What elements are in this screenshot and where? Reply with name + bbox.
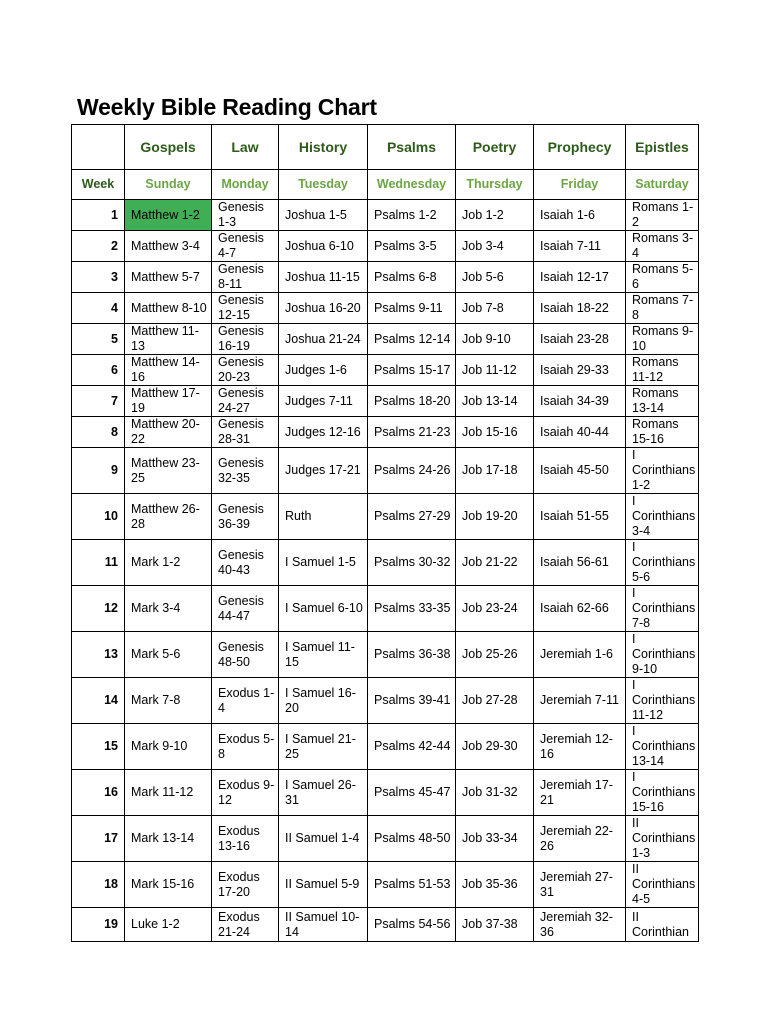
- reading-cell: Psalms 9-11: [368, 293, 456, 324]
- reading-cell: Jeremiah 22-26: [534, 816, 626, 862]
- reading-cell: Genesis 32-35: [212, 448, 279, 494]
- reading-cell: Psalms 45-47: [368, 770, 456, 816]
- week-number-cell: 17: [72, 816, 125, 862]
- reading-cell: I Samuel 11-15: [279, 632, 368, 678]
- reading-cell: Isaiah 18-22: [534, 293, 626, 324]
- reading-cell: Genesis 8-11: [212, 262, 279, 293]
- reading-cell: Matthew 14-16: [125, 355, 212, 386]
- category-header-cell: Law: [212, 125, 279, 170]
- reading-cell: Psalms 27-29: [368, 494, 456, 540]
- day-header-cell: Saturday: [626, 170, 699, 200]
- reading-cell: Romans 5-6: [626, 262, 699, 293]
- week-number-cell: 16: [72, 770, 125, 816]
- table-row: [72, 494, 699, 540]
- reading-cell: I Samuel 26-31: [279, 770, 368, 816]
- reading-cell: Matthew 11-13: [125, 324, 212, 355]
- reading-cell: Job 25-26: [456, 632, 534, 678]
- week-number-cell: 15: [72, 724, 125, 770]
- reading-cell: Genesis 44-47: [212, 586, 279, 632]
- week-number-cell: 18: [72, 862, 125, 908]
- reading-cell: Jeremiah 17-21: [534, 770, 626, 816]
- reading-cell: Mark 9-10: [125, 724, 212, 770]
- table-row: [72, 724, 699, 770]
- reading-cell: Joshua 11-15: [279, 262, 368, 293]
- reading-cell: Romans 7-8: [626, 293, 699, 324]
- reading-cell: Jeremiah 7-11: [534, 678, 626, 724]
- reading-cell: Judges 17-21: [279, 448, 368, 494]
- page-title: Weekly Bible Reading Chart: [77, 94, 377, 120]
- reading-cell: Isaiah 12-17: [534, 262, 626, 293]
- week-number-cell: 14: [72, 678, 125, 724]
- reading-cell: Psalms 6-8: [368, 262, 456, 293]
- week-column-header: Week: [72, 170, 125, 200]
- day-header-cell: Tuesday: [279, 170, 368, 200]
- category-header-cell: Psalms: [368, 125, 456, 170]
- category-header-cell: Prophecy: [534, 125, 626, 170]
- reading-cell: Mark 1-2: [125, 540, 212, 586]
- reading-cell: Psalms 3-5: [368, 231, 456, 262]
- week-number-cell: 9: [72, 448, 125, 494]
- reading-cell: Psalms 30-32: [368, 540, 456, 586]
- week-number-cell: 12: [72, 586, 125, 632]
- reading-cell: Mark 3-4: [125, 586, 212, 632]
- reading-cell: Mark 7-8: [125, 678, 212, 724]
- reading-cell: Isaiah 45-50: [534, 448, 626, 494]
- reading-cell: Mark 15-16: [125, 862, 212, 908]
- reading-chart-table: [71, 124, 699, 942]
- reading-cell: Job 33-34: [456, 816, 534, 862]
- reading-cell: Romans 9-10: [626, 324, 699, 355]
- reading-cell: Isaiah 51-55: [534, 494, 626, 540]
- reading-cell: Job 23-24: [456, 586, 534, 632]
- week-number-cell: 5: [72, 324, 125, 355]
- reading-cell: Romans 1-2: [626, 200, 699, 231]
- week-number-cell: 2: [72, 231, 125, 262]
- reading-cell: Luke 1-2: [125, 908, 212, 942]
- reading-cell: Matthew 1-2: [125, 200, 212, 231]
- reading-cell: Job 13-14: [456, 386, 534, 417]
- reading-cell: Romans 13-14: [626, 386, 699, 417]
- reading-cell: Genesis 16-19: [212, 324, 279, 355]
- reading-cell: Matthew 17-19: [125, 386, 212, 417]
- reading-cell: Psalms 42-44: [368, 724, 456, 770]
- week-number-cell: 11: [72, 540, 125, 586]
- reading-cell: Job 31-32: [456, 770, 534, 816]
- reading-cell: Job 27-28: [456, 678, 534, 724]
- table-row: [72, 417, 699, 448]
- reading-cell: Genesis 36-39: [212, 494, 279, 540]
- reading-cell: Job 5-6: [456, 262, 534, 293]
- reading-cell: Psalms 24-26: [368, 448, 456, 494]
- reading-cell: Psalms 36-38: [368, 632, 456, 678]
- reading-cell: I Corinthians 11-12: [626, 678, 699, 724]
- week-number-cell: 6: [72, 355, 125, 386]
- reading-cell: Matthew 20-22: [125, 417, 212, 448]
- reading-cell: II Corinthians 1-3: [626, 816, 699, 862]
- reading-cell: Psalms 48-50: [368, 816, 456, 862]
- reading-cell: Job 11-12: [456, 355, 534, 386]
- reading-cell: Job 19-20: [456, 494, 534, 540]
- reading-cell: Matthew 26-28: [125, 494, 212, 540]
- reading-cell: Exodus 5-8: [212, 724, 279, 770]
- reading-cell: I Corinthians 13-14: [626, 724, 699, 770]
- table-row: [72, 678, 699, 724]
- reading-cell: Exodus 17-20: [212, 862, 279, 908]
- table-row: [72, 293, 699, 324]
- category-header-cell: Poetry: [456, 125, 534, 170]
- reading-cell: Jeremiah 1-6: [534, 632, 626, 678]
- reading-cell: Job 35-36: [456, 862, 534, 908]
- reading-cell: Job 1-2: [456, 200, 534, 231]
- reading-cell: Genesis 40-43: [212, 540, 279, 586]
- reading-cell: I Corinthians 9-10: [626, 632, 699, 678]
- day-header-cell: Friday: [534, 170, 626, 200]
- reading-cell: Exodus 1-4: [212, 678, 279, 724]
- table-row: [72, 862, 699, 908]
- reading-cell: Psalms 12-14: [368, 324, 456, 355]
- reading-cell: Job 9-10: [456, 324, 534, 355]
- reading-cell: Psalms 21-23: [368, 417, 456, 448]
- reading-cell: Psalms 1-2: [368, 200, 456, 231]
- reading-cell: Genesis 20-23: [212, 355, 279, 386]
- reading-cell: Isaiah 40-44: [534, 417, 626, 448]
- reading-cell: II Samuel 5-9: [279, 862, 368, 908]
- reading-cell: Romans 3-4: [626, 231, 699, 262]
- reading-cell: Genesis 48-50: [212, 632, 279, 678]
- reading-cell: I Samuel 1-5: [279, 540, 368, 586]
- reading-cell: Jeremiah 12-16: [534, 724, 626, 770]
- reading-cell: Isaiah 1-6: [534, 200, 626, 231]
- table-row: [72, 586, 699, 632]
- reading-cell: Isaiah 56-61: [534, 540, 626, 586]
- reading-cell: Psalms 54-56: [368, 908, 456, 942]
- category-header-cell: History: [279, 125, 368, 170]
- day-header-cell: Monday: [212, 170, 279, 200]
- reading-cell: Job 7-8: [456, 293, 534, 324]
- reading-cell: I Corinthians 1-2: [626, 448, 699, 494]
- reading-cell: Genesis 28-31: [212, 417, 279, 448]
- reading-cell: II Samuel 10-14: [279, 908, 368, 942]
- reading-cell: Judges 1-6: [279, 355, 368, 386]
- category-header-cell: Gospels: [125, 125, 212, 170]
- reading-cell: Job 29-30: [456, 724, 534, 770]
- reading-cell: Mark 11-12: [125, 770, 212, 816]
- reading-cell: Judges 12-16: [279, 417, 368, 448]
- table-row: [72, 448, 699, 494]
- table-row: [72, 355, 699, 386]
- week-number-cell: 4: [72, 293, 125, 324]
- reading-cell: Joshua 1-5: [279, 200, 368, 231]
- reading-cell: I Corinthians 3-4: [626, 494, 699, 540]
- week-number-cell: 3: [72, 262, 125, 293]
- reading-cell: Isaiah 29-33: [534, 355, 626, 386]
- reading-cell: Jeremiah 32-36: [534, 908, 626, 942]
- reading-cell: Jeremiah 27-31: [534, 862, 626, 908]
- reading-cell: Psalms 15-17: [368, 355, 456, 386]
- table-row: [72, 200, 699, 231]
- reading-cell: Mark 13-14: [125, 816, 212, 862]
- reading-cell: Matthew 5-7: [125, 262, 212, 293]
- reading-cell: Matthew 23-25: [125, 448, 212, 494]
- category-header-row: [72, 125, 699, 170]
- table-row: [72, 231, 699, 262]
- table-row: [72, 262, 699, 293]
- reading-cell: I Corinthians 7-8: [626, 586, 699, 632]
- reading-cell: Joshua 6-10: [279, 231, 368, 262]
- table-row: [72, 770, 699, 816]
- reading-cell: Job 21-22: [456, 540, 534, 586]
- reading-cell: Psalms 39-41: [368, 678, 456, 724]
- week-number-cell: 10: [72, 494, 125, 540]
- reading-cell: I Samuel 16-20: [279, 678, 368, 724]
- reading-cell: Exodus 13-16: [212, 816, 279, 862]
- table-row: [72, 540, 699, 586]
- reading-cell: Psalms 51-53: [368, 862, 456, 908]
- reading-cell: Isaiah 23-28: [534, 324, 626, 355]
- reading-cell: I Corinthians 15-16: [626, 770, 699, 816]
- reading-cell: Genesis 1-3: [212, 200, 279, 231]
- category-header-cell: Epistles: [626, 125, 699, 170]
- table-row: [72, 324, 699, 355]
- reading-cell: Job 15-16: [456, 417, 534, 448]
- reading-cell: Ruth: [279, 494, 368, 540]
- week-number-cell: 7: [72, 386, 125, 417]
- reading-cell: Job 17-18: [456, 448, 534, 494]
- reading-cell: Job 37-38: [456, 908, 534, 942]
- reading-cell: Joshua 21-24: [279, 324, 368, 355]
- reading-cell: Joshua 16-20: [279, 293, 368, 324]
- reading-cell: II Corinthians 4-5: [626, 862, 699, 908]
- reading-cell: II Corinthian: [626, 908, 699, 942]
- reading-cell: Psalms 18-20: [368, 386, 456, 417]
- day-header-cell: Thursday: [456, 170, 534, 200]
- reading-cell: Isaiah 34-39: [534, 386, 626, 417]
- day-header-cell: Sunday: [125, 170, 212, 200]
- week-number-cell: 1: [72, 200, 125, 231]
- day-header-cell: Wednesday: [368, 170, 456, 200]
- reading-cell: Romans 15-16: [626, 417, 699, 448]
- reading-cell: Isaiah 62-66: [534, 586, 626, 632]
- reading-cell: Psalms 33-35: [368, 586, 456, 632]
- day-header-row: [72, 170, 699, 200]
- reading-cell: I Samuel 6-10: [279, 586, 368, 632]
- reading-cell: Matthew 8-10: [125, 293, 212, 324]
- week-number-cell: 19: [72, 908, 125, 942]
- week-number-cell: 13: [72, 632, 125, 678]
- reading-cell: Genesis 24-27: [212, 386, 279, 417]
- reading-cell: Judges 7-11: [279, 386, 368, 417]
- reading-cell: Exodus 21-24: [212, 908, 279, 942]
- reading-cell: Genesis 4-7: [212, 231, 279, 262]
- reading-cell: Isaiah 7-11: [534, 231, 626, 262]
- reading-cell: Genesis 12-15: [212, 293, 279, 324]
- reading-cell: II Samuel 1-4: [279, 816, 368, 862]
- category-header-cell: [72, 125, 125, 170]
- reading-cell: Romans 11-12: [626, 355, 699, 386]
- week-number-cell: 8: [72, 417, 125, 448]
- table-row: [72, 632, 699, 678]
- reading-cell: Job 3-4: [456, 231, 534, 262]
- table-row: [72, 908, 699, 942]
- table-row: [72, 386, 699, 417]
- reading-cell: Exodus 9-12: [212, 770, 279, 816]
- reading-cell: I Corinthians 5-6: [626, 540, 699, 586]
- reading-cell: I Samuel 21-25: [279, 724, 368, 770]
- table-row: [72, 816, 699, 862]
- reading-cell: Matthew 3-4: [125, 231, 212, 262]
- reading-cell: Mark 5-6: [125, 632, 212, 678]
